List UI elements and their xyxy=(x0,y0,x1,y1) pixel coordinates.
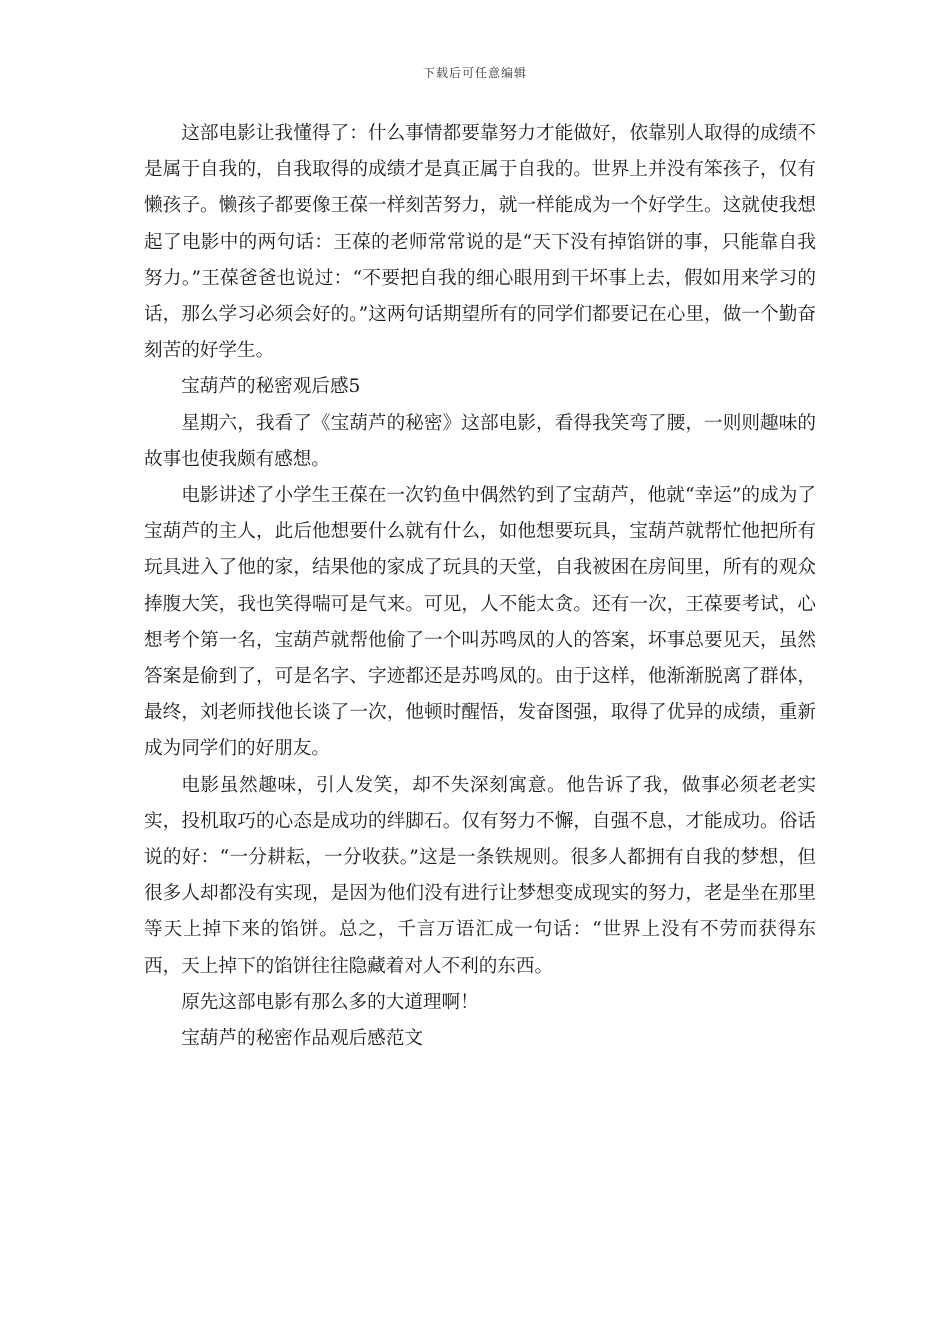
page-header: 下载后可任意编辑 xyxy=(422,66,527,80)
section-title: 宝葫芦的秘密观后感5 xyxy=(181,376,361,398)
body-paragraph: 电影虽然趣味，引人发笑，却不失深刻寓意。他告诉了我，做事必须老老实实，投机取巧的心态是成功的绊脚石。仅有努力不懈，自强不息，才能成功。俗话说的好：“一分耕耘，一分收获。”这是一条铁规则。很多人都拥有自我的梦想，但很多人却都没有实现，是因为他们没有进行让梦想变成现实的努力，老是坐在那里等天上掉下来的馅饼。总之，千言万语汇成一句话：“世界上没有不劳而获得东西，天上掉下的馅饼往往隐藏着对人不利的东西。 xyxy=(144,774,816,977)
body-paragraph: 原先这部电影有那么多的大道理啊！ xyxy=(181,991,479,1013)
body-paragraph: 这部电影让我懂得了：什么事情都要靠努力才能做好，依靠别人取得的成绩不是属于自我的，自我取得的成绩才是真正属于自我的。世界上并没有笨孩子，仅有懒孩子。懒孩子都要像王葆一样刻苦努力，就一样能成为一个好学生。这就使我想起了电影中的两句话：王葆的老师常常说的是“天下没有掉馅饼的事，只能靠自我努力。”王葆爸爸也说过：“不要把自我的细心眼用到干坏事上去，假如用来学习的话，那么学习必须会好的。”这两句话期望所有的同学们都要记在心里，做一个勤奋刻苦的好学生。 xyxy=(144,123,816,362)
document-body xyxy=(144,116,816,1057)
section-title: 宝葫芦的秘密作品观后感范文 xyxy=(181,1028,423,1050)
body-paragraph: 电影讲述了小学生王葆在一次钓鱼中偶然钓到了宝葫芦，他就“幸运”的成为了宝葫芦的主人，此后他想要什么就有什么，如他想要玩具，宝葫芦就帮忙他把所有玩具进入了他的家，结果他的家成了玩具的天堂，自我被困在房间里，所有的观众捧腹大笑，我也笑得喘可是气来。可见，人不能太贪。还有一次，王葆要考试，心想考个第一名，宝葫芦就帮他偷了一个叫苏鸣凤的人的答案，坏事总要见天，虽然答案是偷到了，可是名字、字迹都还是苏鸣凤的。由于这样，他渐渐脱离了群体，最终，刘老师找他长谈了一次，他顿时醒悟，发奋图强，取得了优异的成绩，重新成为同学们的好朋友。 xyxy=(144,485,816,760)
body-paragraph: 星期六，我看了《宝葫芦的秘密》这部电影，看得我笑弯了腰，一则则趣味的故事也使我颇有感想。 xyxy=(144,412,816,470)
